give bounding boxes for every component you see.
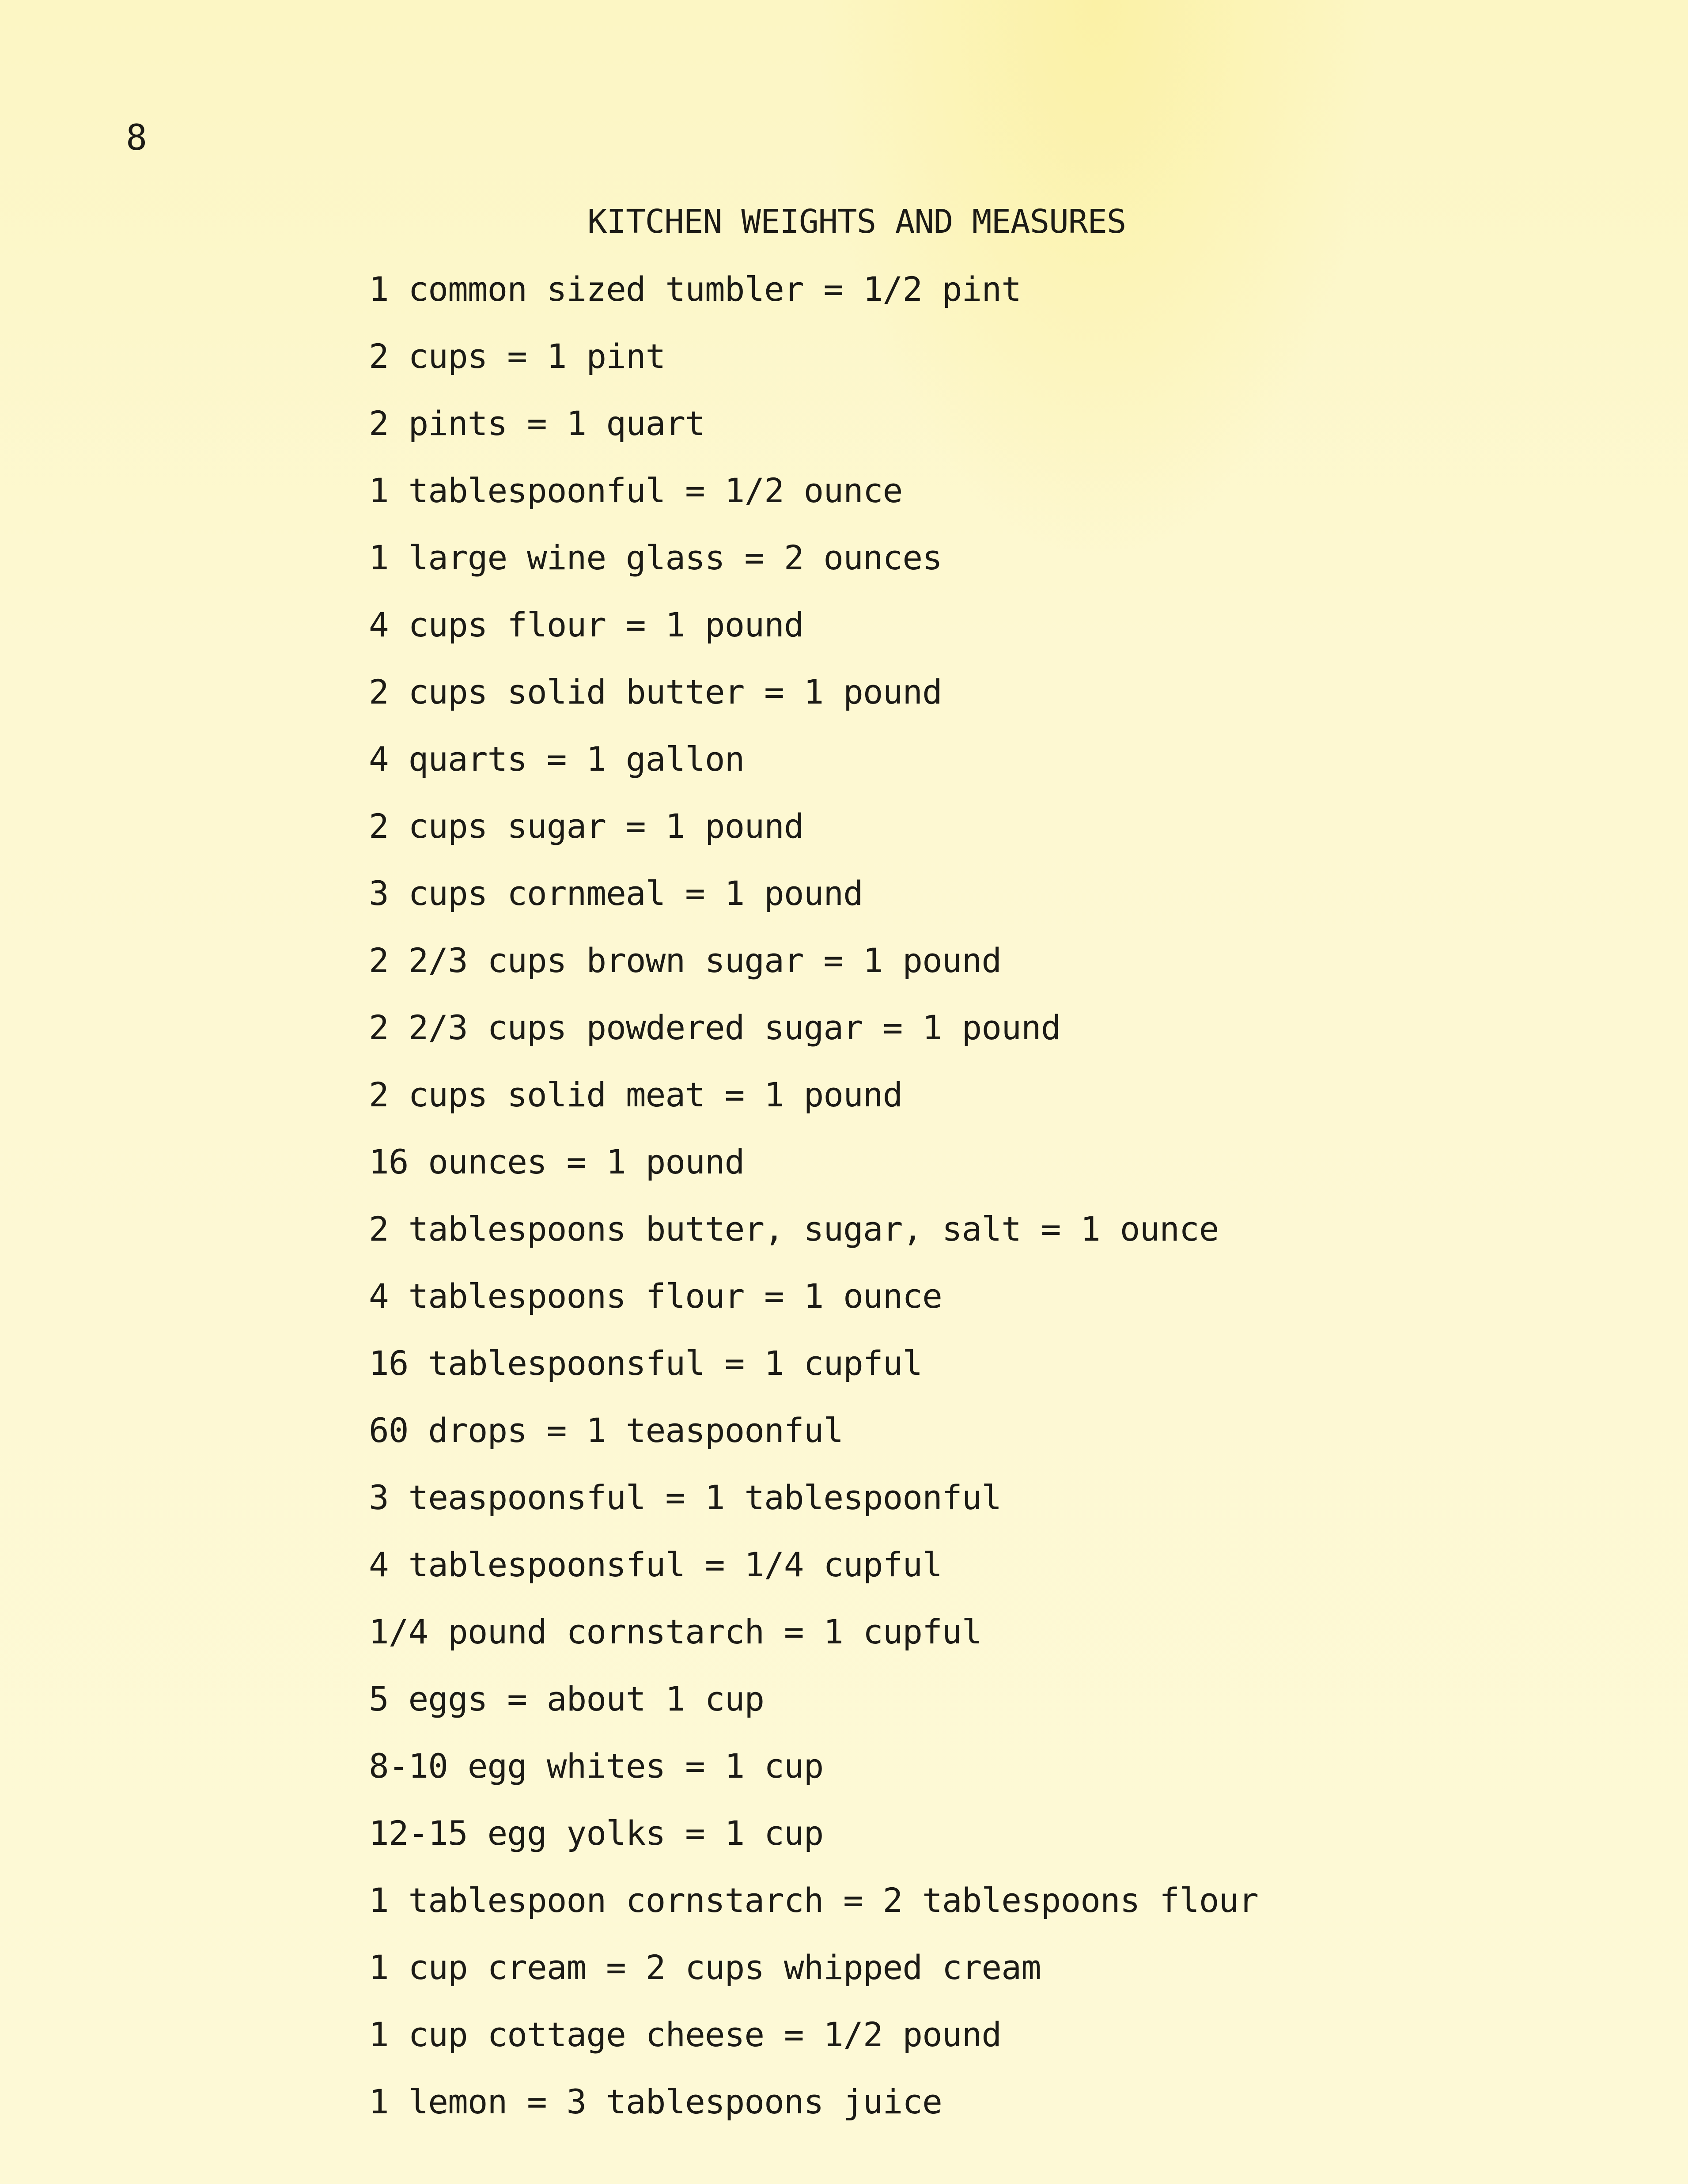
measure-item: 1 tablespoonful = 1/2 ounce [369,471,903,510]
measure-item: 1 lemon = 3 tablespoons juice [369,2082,942,2121]
measure-item: 4 quarts = 1 gallon [369,739,745,779]
measure-item: 3 cups cornmeal = 1 pound [369,874,863,913]
measure-item: 2 tablespoons butter, sugar, salt = 1 ounce [369,1209,1219,1249]
measure-item: 60 drops = 1 teaspoonful [369,1411,844,1450]
measure-item: 1 cup cream = 2 cups whipped cream [369,1948,1041,1987]
measure-item: 1 cup cottage cheese = 1/2 pound [369,2015,1002,2054]
measure-item: 4 cups flour = 1 pound [369,605,804,644]
measure-item: 4 tablespoonsful = 1/4 cupful [369,1545,942,1584]
measure-item: 1 common sized tumbler = 1/2 pint [369,269,1021,309]
measure-item: 8-10 egg whites = 1 cup [369,1746,824,1786]
measure-item: 2 cups = 1 pint [369,337,666,376]
measure-item: 2 cups solid butter = 1 pound [369,672,942,712]
measure-item: 12-15 egg yolks = 1 cup [369,1813,824,1853]
measure-item: 1 large wine glass = 2 ounces [369,538,942,577]
page-title: KITCHEN WEIGHTS AND MEASURES [587,203,1126,241]
measure-item: 2 cups solid meat = 1 pound [369,1075,903,1114]
measure-item: 1 tablespoon cornstarch = 2 tablespoons flour [369,1881,1259,1920]
measure-item: 2 pints = 1 quart [369,404,705,443]
measure-item: 1/4 pound cornstarch = 1 cupful [369,1612,982,1651]
measure-item: 2 2/3 cups powdered sugar = 1 pound [369,1008,1061,1047]
measures-list [369,267,1258,2147]
measure-item: 3 teaspoonsful = 1 tablespoonful [369,1478,1002,1517]
measure-item: 16 tablespoonsful = 1 cupful [369,1344,923,1383]
page-number: 8 [126,117,148,158]
measure-item: 4 tablespoons flour = 1 ounce [369,1276,942,1316]
measure-item: 2 cups sugar = 1 pound [369,806,804,846]
measure-item: 2 2/3 cups brown sugar = 1 pound [369,941,1002,980]
measure-item: 16 ounces = 1 pound [369,1142,745,1181]
measure-item: 5 eggs = about 1 cup [369,1679,765,1718]
